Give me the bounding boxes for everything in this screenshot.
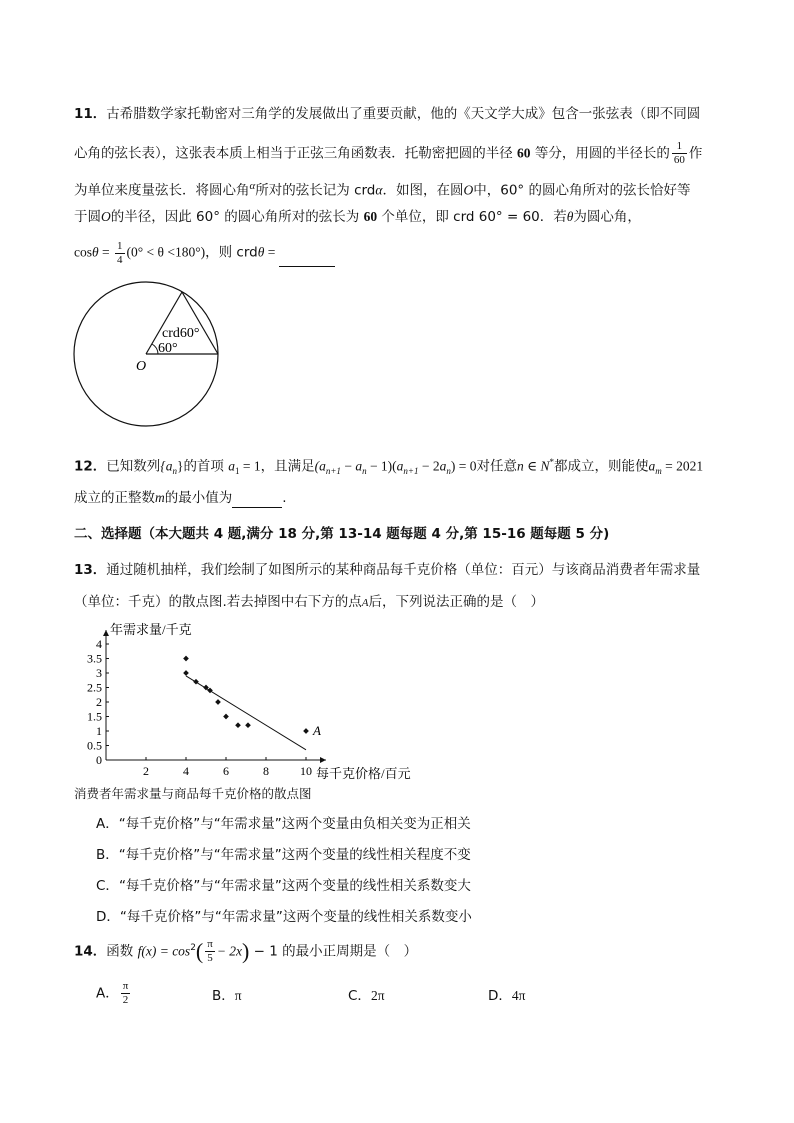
y-tick-label: 2 bbox=[96, 695, 102, 709]
q13-option-a[interactable]: A．“每千克价格”与“年需求量”这两个变量由负相关变为正相关 bbox=[96, 816, 471, 832]
q13-option-b[interactable]: B．“每千克价格”与“年需求量”这两个变量的线性相关程度不变 bbox=[96, 847, 471, 863]
x-tick-label: 10 bbox=[300, 764, 312, 778]
angle-label: 60° bbox=[158, 341, 178, 356]
scatter-chart bbox=[74, 618, 411, 790]
x-axis-label: 每千克价格/百元 bbox=[316, 766, 411, 781]
y-tick-label: 0.5 bbox=[87, 738, 102, 753]
chord bbox=[182, 292, 218, 354]
answer-blank[interactable] bbox=[279, 252, 335, 267]
y-tick-label: 2.5 bbox=[87, 680, 102, 695]
data-point bbox=[223, 714, 229, 720]
fraction-1-4: $\frac{1}{4}$ bbox=[117, 240, 123, 266]
q12-line1: 12．已知数列$\{a_n\}$的首项 $a_1 = 1$，且满足$(a_{n+1} - a_n - 1)(a_{n+1} - 2a_n) = 0$对任意n ∈ N*都成立，则能使$a_m = 2021$ bbox=[74, 457, 704, 477]
q11-number: 11． bbox=[74, 106, 107, 122]
q14-option-a[interactable]: A． $\frac{\pi}{2}$ bbox=[96, 980, 129, 1006]
y-axis-arrow bbox=[103, 630, 109, 636]
data-point bbox=[235, 722, 241, 728]
fraction-pi-5: $\frac{\pi}{5}$ bbox=[207, 938, 213, 964]
q13-line2: （单位：千克）的散点图.若去掉图中右下方的点A后，下列说法正确的是（ ） bbox=[74, 594, 545, 610]
q14-option-b[interactable]: B．π bbox=[212, 988, 242, 1004]
q12-line2: 成立的正整数m的最小值为 . bbox=[74, 490, 287, 506]
y-tick-label: 4 bbox=[96, 637, 102, 651]
q11-line3: 为单位来度量弦长．将圆心角$^\alpha$所对的弦长记为 crdα．如图，在圆O中，60° 的圆心角所对的弦长恰好等 bbox=[74, 180, 691, 199]
y-tick-label: 3 bbox=[96, 666, 102, 680]
q11-line2: 心角的弦长表），这张表本质上相当于正弦三角函数表．托勒密把圆的半径 60 等分，用圆的半径长的 $\frac{1}{60}$ 作 bbox=[74, 140, 703, 166]
x-axis-arrow bbox=[320, 757, 326, 763]
center-label: O bbox=[136, 359, 147, 374]
y-tick-label: 3.5 bbox=[87, 651, 102, 666]
q13-option-d[interactable]: D．“每千克价格”与“年需求量”这两个变量的线性相关系数变小 bbox=[96, 909, 472, 925]
section-heading: 二、选择题（本大题共 4 题,满分 18 分,第 13-14 题每题 4 分,第 15-16 题每题 5 分) bbox=[74, 526, 610, 542]
chord-label: crd60° bbox=[162, 326, 200, 341]
circle-figure bbox=[70, 280, 230, 430]
answer-blank[interactable] bbox=[232, 493, 282, 508]
q11-line4: 于圆O的半径，因此 60° 的圆心角所对的弦长为 60 个单位，即 crd 60° = 60．若θ为圆心角， bbox=[74, 209, 641, 225]
fraction-1-60: $\frac{1}{60}$ bbox=[673, 140, 685, 166]
chart-caption: 消费者年需求量与商品每千克价格的散点图 bbox=[74, 786, 312, 801]
y-tick-label: 1 bbox=[96, 724, 102, 738]
data-point bbox=[183, 670, 189, 676]
data-point bbox=[303, 728, 309, 734]
x-tick-label: 8 bbox=[263, 764, 269, 778]
q13-line1: 13．通过随机抽样，我们绘制了如图所示的某种商品每千克价格（单位：百元）与该商品消费者年需求量 bbox=[74, 562, 701, 578]
point-label: A bbox=[313, 723, 321, 738]
y-axis-label: 年需求量/千克 bbox=[110, 622, 192, 637]
q14-option-c[interactable]: C．2π bbox=[348, 988, 385, 1004]
q14-option-d[interactable]: D．4π bbox=[488, 988, 526, 1004]
data-point bbox=[245, 722, 251, 728]
q11-line5: cosθ = $\frac{1}{4}$ (0° < θ <180°)，则 crdθ = bbox=[74, 240, 335, 267]
data-point bbox=[183, 656, 189, 662]
q14-line1: 14．函数 $f(x) = \cos^2$( $\frac{\pi}{5}$ − 2x) − 1 的最小正周期是（ ） bbox=[74, 938, 418, 964]
q11-line1: 11．古希腊数学家托勒密对三角学的发展做出了重要贡献，他的《天文学大成》包含一张弦表（即不同圆 bbox=[74, 106, 701, 122]
y-tick-label: 1.5 bbox=[87, 709, 102, 724]
x-tick-label: 6 bbox=[223, 764, 229, 778]
x-tick-label: 2 bbox=[143, 764, 149, 778]
q13-option-c[interactable]: C．“每千克价格”与“年需求量”这两个变量的线性相关系数变大 bbox=[96, 878, 471, 894]
data-point bbox=[215, 699, 221, 705]
y-tick-label: 0 bbox=[96, 753, 102, 767]
x-tick-label: 4 bbox=[183, 764, 189, 778]
